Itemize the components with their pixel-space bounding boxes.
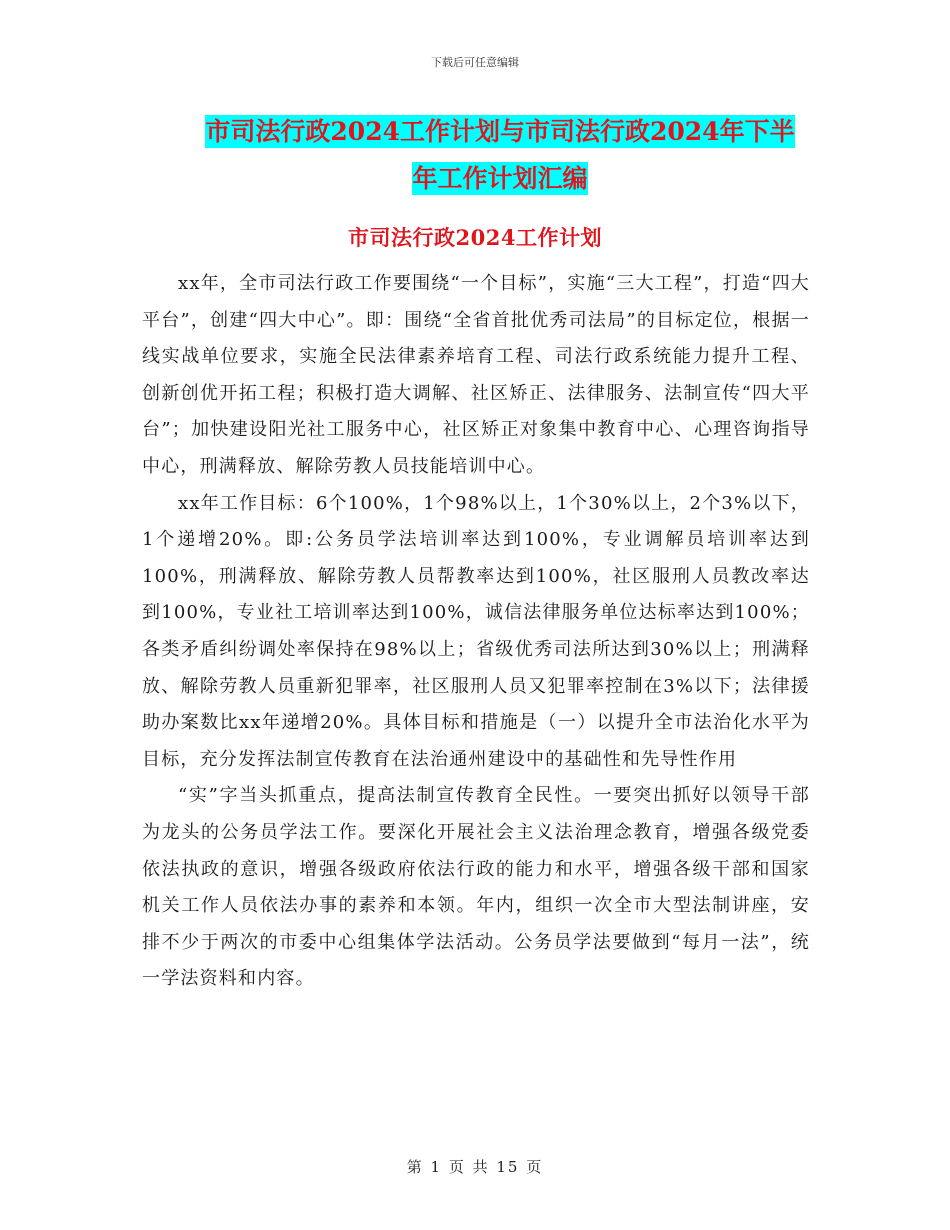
paragraph-2: xx年工作目标：6个100%，1个98%以上，1个30%以上，2个3%以下，1个递增20%。即:公务员学法培训率达到100%，专业调解员培训率达到100%，刑满释放、解除劳教人员帮教率达到100%，社区服刑人员教改率达到100%，专业社工培训率达到100%，诚信法律服务单位达标率达到100%；各类矛盾纠纷调处率保持在98%以上；省级优秀司法所达到30%以上；刑满释放、解除劳教人员重新犯罪率，社区服刑人员又犯罪率控制在3%以下；法律援助办案数比xx年递增20%。具体目标和措施是（一）以提升全市法治化水平为目标，充分发挥法制宣传教育在法治通州建设中的基础性和先导性作用	[142, 492, 810, 770]
document-title-line-1: 市司法行政2024工作计划与市司法行政2024年下半	[205, 117, 795, 146]
paragraph-1: xx年，全市司法行政工作要围绕“一个目标”，实施“三大工程”，打造“四大平台”，创建“四大中心”。即：围绕“全省首批优秀司法局”的目标定位，根据一线实战单位要求，实施全民法律素养培育工程、司法行政系统能力提升工程、创新创优开拓工程；积极打造大调解、社区矫正、法律服务、法制宣传“四大平台”；加快建设阳光社工服务中心，社区矫正对象集中教育中心、心理咨询指导中心，刑满释放、解除劳教人员技能培训中心。	[142, 273, 810, 477]
document-title-line-2: 年工作计划汇编	[412, 164, 588, 193]
section-title: 市司法行政2024工作计划	[348, 225, 602, 250]
header-note: 下载后可任意编辑	[431, 56, 519, 69]
page-footer: 第 1 页 共 15 页	[406, 1158, 544, 1176]
document-title	[150, 108, 850, 202]
document-body	[142, 266, 810, 998]
paragraph-3: “实”字当头抓重点，提高法制宣传教育全民性。一要突出抓好以领导干部为龙头的公务员学法工作。要深化开展社会主义法治理念教育，增强各级党委依法执政的意识，增强各级政府依法行政的能力和水平，增强各级干部和国家机关工作人员依法办事的素养和本领。年内，组织一次全市大型法制讲座，安排不少于两次的市委中心组集体学法活动。公务员学法要做到“每月一法”，统一学法资料和内容。	[142, 785, 810, 990]
